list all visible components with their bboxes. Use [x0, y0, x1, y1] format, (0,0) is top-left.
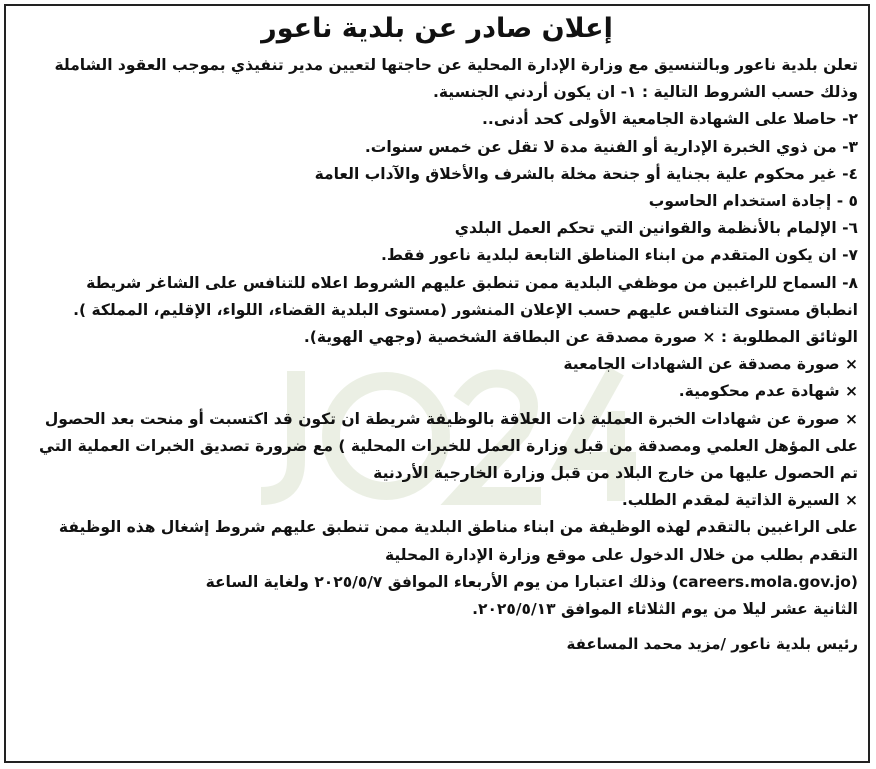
document-experience-line-2: على المؤهل العلمي ومصدقة من قبل وزارة العمل للخبرات المحلية ) مع ضرورة تصديق الخبرات العملية التي	[39, 436, 858, 455]
condition-2: ٢- حاصلا على الشهادة الجامعية الأولى كحد أدنى..	[482, 110, 858, 129]
announcement-title: إعلان صادر عن بلدية ناعور	[261, 13, 613, 44]
announcement-body	[6, 6, 868, 657]
condition-8-line-1: ٨- السماح للراغبين من موظفي البلدية ممن تنطبق عليهم الشروط اعلاه للتنافس على الشاغر شريطة	[86, 273, 858, 292]
document-degrees: × صورة مصدقة عن الشهادات الجامعية	[563, 355, 858, 374]
condition-7: ٧- ان يكون المتقدم من ابناء المناطق التابعة لبلدية ناعور فقط.	[380, 246, 858, 265]
apply-line-2: التقدم بطلب من خلال الدخول على موقع وزارة الإدارة المحلية	[384, 545, 858, 564]
intro-line-1: تعلن بلدية ناعور وبالتنسيق مع وزارة الإدارة المحلية عن حاجتها لتعيين مدير تنفيذي بموجب العقود الشاملة	[54, 56, 858, 74]
condition-5: ٥ - إجادة استخدام الحاسوب	[648, 192, 858, 211]
document-experience-line-3: تم الحصول عليها من خارج البلاد من قبل وزارة الخارجية الأردنية	[373, 464, 858, 483]
document-no-criminal-record: × شهادة عدم محكومية.	[678, 382, 858, 401]
condition-6: ٦- الإلمام بالأنظمة والقوانين التي تحكم العمل البلدي	[454, 219, 858, 238]
document-cv: × السيرة الذاتية لمقدم الطلب.	[621, 491, 858, 510]
apply-line-1: على الراغبين بالتقدم لهذه الوظيفة من ابناء مناطق البلدية ممن تنطبق عليهم شروط إشغال هذه الوظيفة	[58, 518, 858, 537]
announcement-frame	[4, 4, 870, 763]
apply-line-4: الثانية عشر ليلا من يوم الثلاثاء الموافق ٢٠٢٥/٥/١٣.	[472, 600, 858, 619]
condition-4: ٤- غير محكوم علية بجناية أو جنحة مخلة بالشرف والأخلاق والآداب العامة	[314, 164, 858, 183]
condition-3: ٣- من ذوي الخبرة الإدارية أو الفنية مدة لا تقل عن خمس سنوات.	[364, 137, 858, 156]
signature: رئيس بلدية ناعور /مزيد محمد المساعفة	[566, 635, 858, 654]
apply-line-3	[16, 569, 858, 596]
apply-line-3-text: وذلك اعتبارا من يوم الأربعاء الموافق ٢٠٢٥/٥/٧ ولغاية الساعة	[205, 572, 667, 591]
careers-url[interactable]: (careers.mola.gov.jo)	[671, 572, 858, 591]
required-documents-line: الوثائق المطلوبة : × صورة مصدقة عن البطاقة الشخصية (وجهي الهوية).	[303, 328, 858, 347]
document-experience-line-1: × صورة عن شهادات الخبرة العملية ذات العلاقة بالوظيفة شريطة ان تكون قد اكتسبت أو منحت بعد الحصول	[44, 409, 858, 428]
intro-line-2: وذلك حسب الشروط التالية : ١- ان يكون أردني الجنسية.	[432, 83, 858, 102]
condition-8-line-2: انطباق مستوى التنافس عليهم حسب الإعلان المنشور (مستوى البلدية القضاء، اللواء، الإقليم، المملكة ).	[73, 300, 858, 319]
